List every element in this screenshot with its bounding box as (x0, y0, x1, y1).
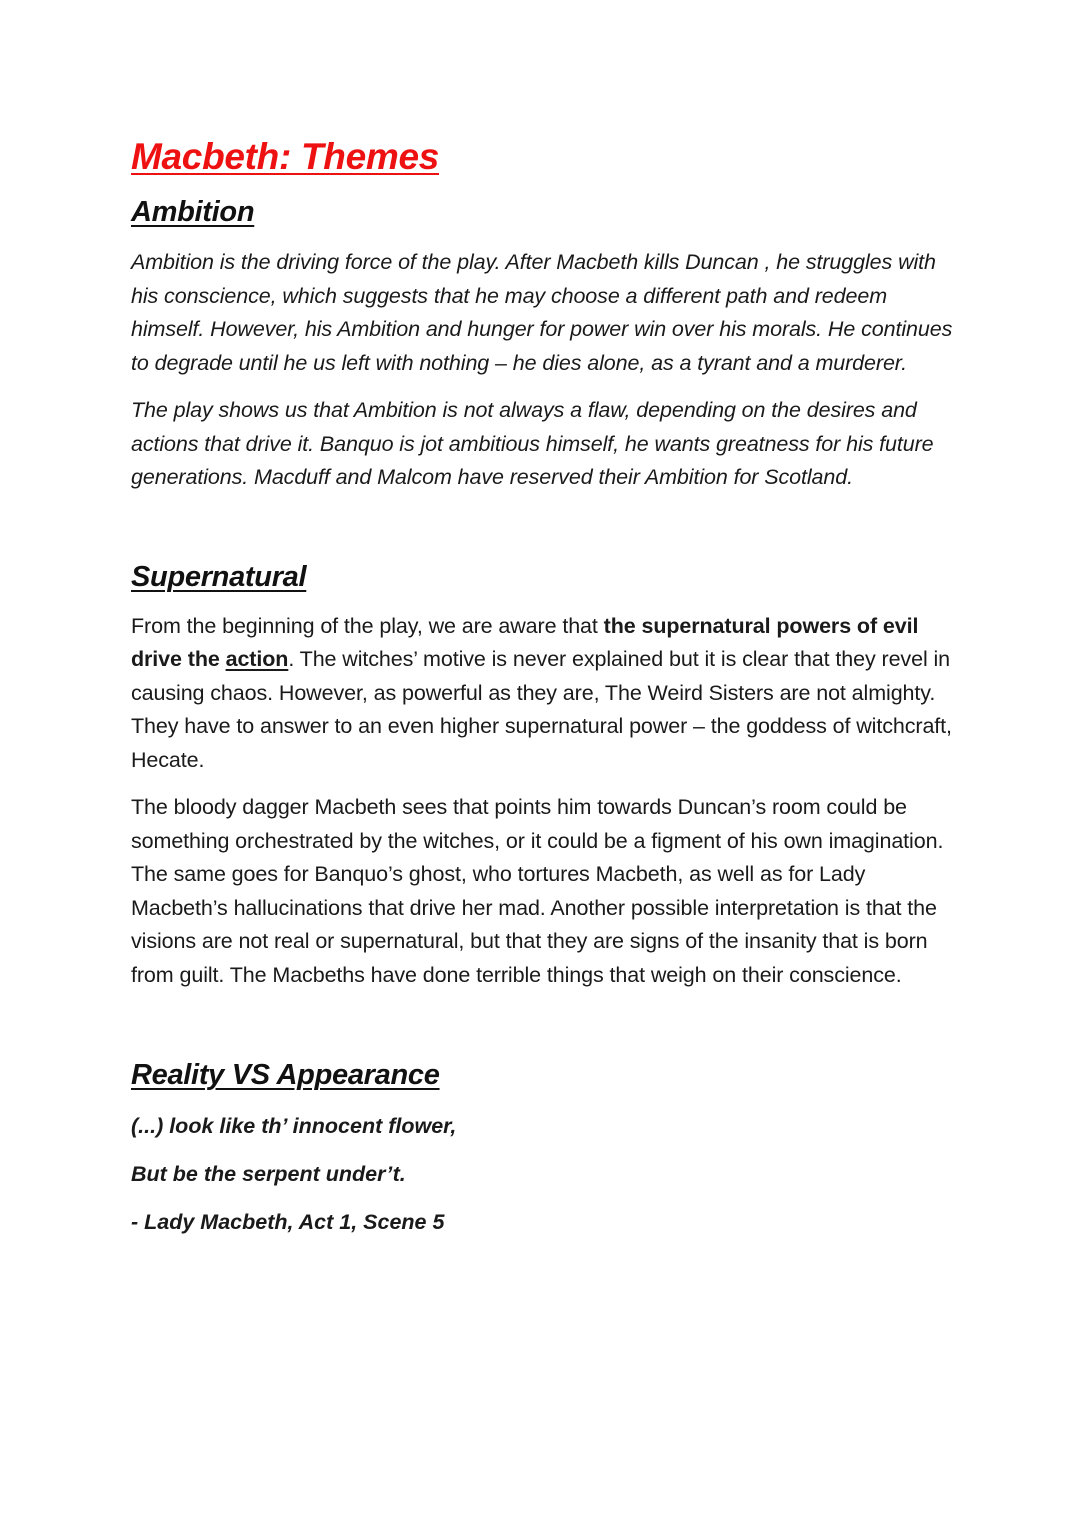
section-heading-reality: Reality VS Appearance (131, 1059, 440, 1091)
quote-line-1: (...) look like th’ innocent flower, (131, 1114, 457, 1138)
supernatural-paragraph-1 (131, 610, 961, 778)
supernatural-paragraph-2: The bloody dagger Macbeth sees that points him towards Duncan’s room could be something orchestrated by the witches, or it could be a figment of his own imagination. The same goes for Banquo’s ghost, who tortures Macbeth, as well as for Lady Macbeth’s hallucinations that drive her mad. Another possible interpretation is that the visions are not real or supernatural, but that they are signs of the insanity that is born from guilt. The Macbeths have done terrible things that weigh on their conscience. (131, 795, 944, 987)
quote-line-2: But be the serpent under’t. (131, 1162, 406, 1186)
quote-attribution: - Lady Macbeth, Act 1, Scene 5 (131, 1210, 445, 1234)
supernatural-p1-intro: From the beginning of the play, we are aware that (131, 613, 604, 638)
supernatural-p1-action: action (225, 647, 289, 671)
ambition-paragraph-2: The play shows us that Ambition is not always a flaw, depending on the desires and actions that drive it. Banquo is jot ambitious himself, he wants greatness for his future generations. Macduff and Malcom have reserved their Ambition for Scotland. (131, 398, 934, 489)
document-page (131, 134, 961, 1237)
section-heading-supernatural: Supernatural (131, 560, 307, 593)
supernatural-p1-rest: . The witches’ motive is never explained but it is clear that they revel in causing chaos. However, as powerful as they are, The Weird Sisters are not almighty. They have to answer to an even higher supernatural power – the goddess of witchcraft, Hecate. (131, 647, 952, 772)
section-heading-ambition: Ambition (131, 196, 255, 228)
supernatural-p1-bold: the supernatural powers of evil drive the (131, 613, 919, 671)
page-title: Macbeth: Themes (131, 136, 440, 177)
ambition-paragraph-1: Ambition is the driving force of the play. After Macbeth kills Duncan , he struggles with his conscience, which suggests that he may choose a different path and redeem himself. However, his Ambition and hunger for power win over his morals. He continues to degrade until he us left with nothing – he dies alone, as a tyrant and a murderer. (131, 250, 953, 375)
